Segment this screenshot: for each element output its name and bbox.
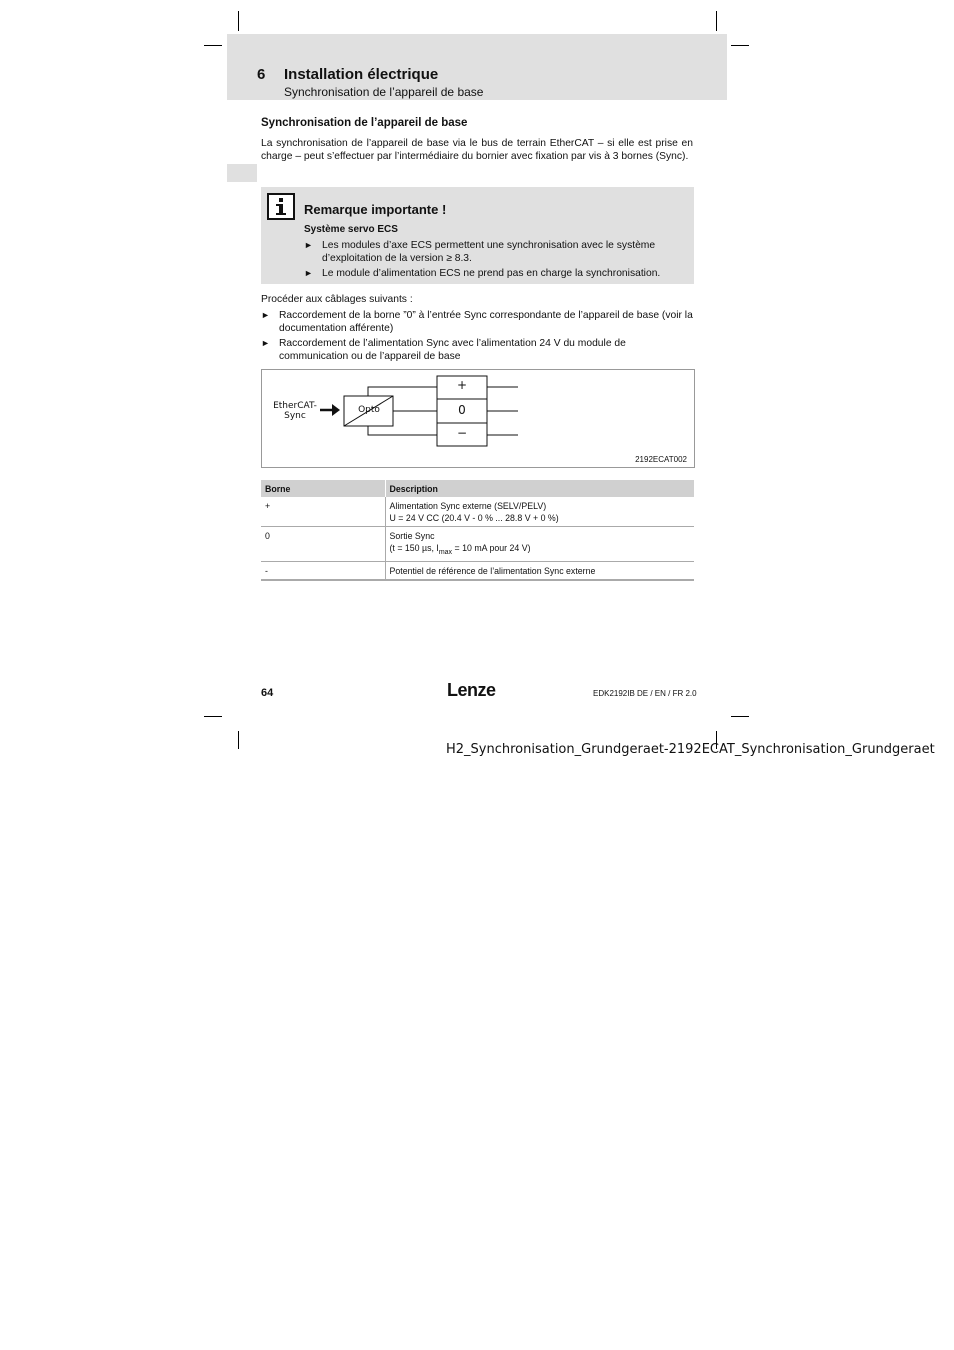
table-cell-terminal: 0 (261, 527, 385, 562)
table-header-row (261, 480, 694, 497)
table-row (261, 527, 694, 562)
table-cell-terminal: + (261, 497, 385, 527)
table-cell-description (385, 527, 694, 562)
terminal-table (261, 480, 694, 581)
lenze-logo: Lenze (447, 680, 496, 700)
description-line: U = 24 V CC (20.4 V - 0 % ... 28.8 V + 0 %) (389, 513, 559, 523)
list-item-text: Raccordement de l’alimentation Sync avec l’alimentation 24 V du module de communication ou de l’appareil de base (279, 338, 626, 362)
procedure-lead: Procéder aux câblages suivants : (261, 294, 413, 305)
description-text: = 10 mA pour 24 V) (452, 543, 531, 553)
list-item-text: Raccordement de la borne ”0” à l’entrée Sync correspondante de l’appareil de base (voir la documentation afférente) (279, 310, 693, 334)
list-item-text: Les modules d’axe ECS permettent une synchronisation avec le système d’exploitation de la version ≥ 8.3. (322, 240, 656, 264)
description-line: Potentiel de référence de l’alimentation Sync externe (389, 565, 596, 576)
crop-mark (204, 716, 222, 717)
document-reference: EDK2192IB DE / EN / FR 2.0 (593, 689, 697, 698)
table-header-description: Description (385, 480, 694, 497)
arrow-head (332, 404, 340, 416)
ethercat-sync-label (268, 401, 322, 421)
crop-mark (204, 45, 222, 46)
terminal-minus-label: − (456, 426, 468, 440)
crop-mark (238, 11, 239, 31)
opto-label: Opto (358, 405, 380, 415)
description-line: Sortie Sync (389, 531, 435, 541)
section-title: Synchronisation de l’appareil de base (261, 117, 468, 129)
table-cell-description (385, 561, 694, 580)
triangle-right-icon: ► (304, 268, 313, 278)
list-item (261, 309, 693, 335)
chapter-title: Installation électrique (284, 66, 439, 83)
table-cell-description (385, 497, 694, 527)
table-cell-terminal: - (261, 561, 385, 580)
note-title: Remarque importante ! (304, 202, 447, 217)
intro-paragraph: La synchronisation de l’appareil de base via le bus de terrain EtherCAT – si elle est prise en charge – peut s’effectuer par l’intermédiaire du bornier avec fixation par vis à 3 bornes (Sync). (261, 138, 693, 162)
triangle-right-icon: ► (261, 310, 270, 320)
triangle-right-icon: ► (304, 240, 313, 250)
terminal-plus-label: + (456, 378, 468, 392)
crop-mark (731, 45, 749, 46)
table-row (261, 561, 694, 580)
diagram-ref: 2192ECAT002 (635, 455, 687, 464)
side-tab (227, 164, 257, 182)
sync-label: Sync (284, 411, 306, 421)
chapter-number: 6 (257, 66, 266, 83)
wire-minus (368, 426, 437, 435)
ethercat-label: EtherCAT- (273, 401, 317, 411)
terminal-zero-label: 0 (458, 403, 466, 417)
chapter-subtitle: Synchronisation de l’appareil de base (284, 85, 484, 99)
info-icon (267, 193, 295, 220)
wire-plus (368, 387, 437, 396)
list-item (304, 267, 688, 280)
note-subtitle: Système servo ECS (304, 224, 398, 235)
list-item-text: Le module d’alimentation ECS ne prend pas en charge la synchronisation. (322, 268, 661, 279)
file-reference: H2_Synchronisation_Grundgeraet-2192ECAT_Synchronisation_Grundgeraet (446, 742, 935, 757)
crop-mark (731, 716, 749, 717)
crop-mark (238, 731, 239, 749)
subscript: max (438, 548, 453, 556)
list-item (261, 337, 693, 363)
page-number: 64 (261, 687, 274, 699)
description-line (390, 542, 691, 559)
description-line: Alimentation Sync externe (SELV/PELV) (389, 501, 547, 511)
table-header-borne: Borne (261, 480, 385, 497)
list-item (304, 239, 688, 265)
triangle-right-icon: ► (261, 338, 270, 348)
procedure-list (261, 309, 693, 365)
note-list (304, 239, 688, 282)
table-row (261, 497, 694, 527)
wiring-diagram (261, 369, 695, 468)
crop-mark (716, 11, 717, 31)
description-text: (t = 150 µs, I (389, 543, 439, 553)
